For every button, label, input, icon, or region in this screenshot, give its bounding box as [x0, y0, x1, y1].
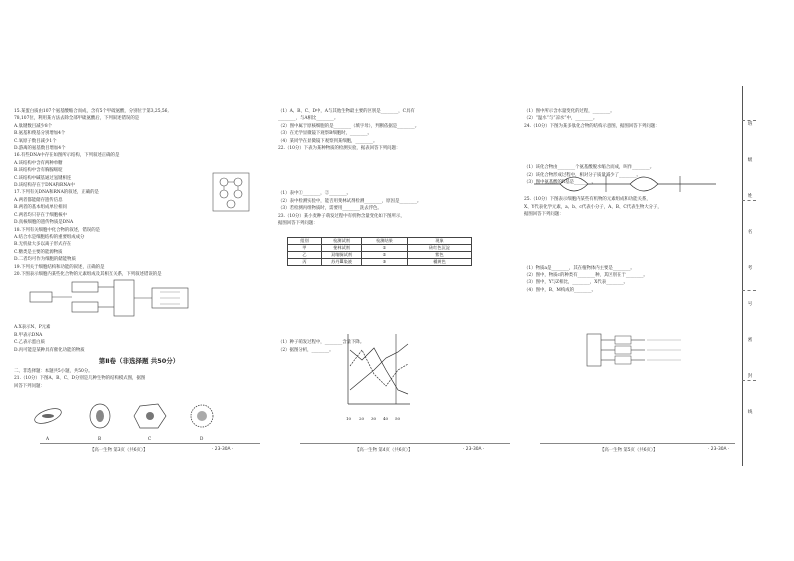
footer-rule-5 — [540, 443, 735, 444]
question-text-line: （1）该化合物由________个氨基酸脱水缩合而成，叫作________。 — [524, 165, 655, 171]
question-text-line: 据图回答下列问题： — [524, 212, 564, 218]
question-text-line: 23.（10分）某小麦种子萌发过程中有机物含量变化如下图所示， — [278, 213, 405, 219]
question-text-line: 17.下列有关DNA和RNA的叙述，正确的是 — [14, 190, 99, 196]
question-text-line: D.游离的氨基数目增加4个 — [14, 146, 66, 152]
question-text-line: B.该结构中含有胸腺嘧啶 — [14, 168, 63, 174]
question-text-line: （2）图中属于原核细胞的是________（填字母），判断依据是________。 — [278, 123, 420, 129]
question-text-line: A.结合水是细胞结构的重要组成成分 — [14, 234, 85, 240]
question-text-line: （2）据图分析，________。 — [278, 347, 334, 353]
question-20-option-line: C.乙表示蛋白质 — [14, 340, 45, 346]
section-title: 第Ⅱ卷（非选择题 共50分） — [98, 356, 180, 365]
question-text-line: （2）该化合物形成过程中，相对分子质量减少了________。 — [524, 172, 641, 178]
footer-rule-4 — [300, 443, 510, 444]
table-cell: ③ — [362, 259, 408, 266]
figure-label-a: A — [46, 436, 50, 441]
question-text-line: 20.下图表示细胞内某些化合物的元素组成及其相互关系，下列叙述错误的是 — [14, 271, 162, 277]
question-text-line: 据图回答下列问题： — [278, 221, 318, 227]
question-text-line: 18.下列有关细胞中化合物的叙述，错误的是 — [14, 227, 101, 233]
question-text-line: B.无机盐大多以离子形式存在 — [14, 242, 72, 248]
question-23-chart — [340, 330, 414, 422]
footer-page-4: 【高一生物 第4页（共6页）】 — [355, 448, 413, 453]
question-text-line: C.氧原子数目减少1个 — [14, 138, 57, 144]
question-16-figure — [212, 172, 250, 212]
question-text-line: 78,107位，利用某方法去除全部甲硫氨酸后，下列叙述错误的是 — [14, 116, 140, 122]
question-text-line: ________，与A相比________。 — [278, 116, 339, 122]
footer-code-3: · 23-30A · — [212, 447, 234, 452]
binding-label: 考 — [747, 266, 753, 271]
question-text-line: 24.（10分）下图为某多肽化合物的结构示意图，据图回答下列问题： — [524, 123, 660, 129]
question-text-line: B.两者的基本组成单位相同 — [14, 205, 67, 211]
question-text-line: C.该结构中碱基通过氢键相连 — [14, 175, 72, 181]
question-text-line: 25.（10分）下图表示细胞内某些有机物的元素组成和功能关系， — [524, 197, 651, 203]
chart-tick-1: 10 — [346, 416, 352, 421]
table-cell: 组别 — [288, 238, 322, 245]
question-text-line: 16.有些DNA中存在如图所示结构，下列叙述正确的是 — [14, 153, 120, 159]
question-text-line: （1）图中所示含水量变化的过程，________。 — [524, 109, 615, 114]
section-2-text-line: 回答下列问题： — [14, 383, 45, 389]
question-text-line: （1）种子萌发过程中，________含量下降。 — [278, 340, 365, 346]
binding-label: 密 — [747, 338, 753, 343]
binding-strip — [742, 86, 756, 466]
footer-page-3: 【高一生物 第3页（共6页）】 — [90, 448, 148, 453]
question-text-line: （1）表中①________，②________。 — [278, 191, 352, 197]
table-cell: 橘黄色 — [408, 259, 472, 266]
binding-label: 姓 — [747, 194, 753, 199]
question-text-line: （2）表中检测实验中，能否用斐林试剂检测________，原因是________。 — [278, 198, 422, 204]
question-text-line: （4）图中，B、M构成的________。 — [524, 287, 596, 293]
binding-dash-3 — [742, 290, 756, 291]
binding-label: 名 — [747, 230, 753, 235]
footer-page-5: 【高一生物 第5页（共6页）】 — [600, 448, 658, 453]
question-20-option-line: A.X表示N、P元素 — [14, 325, 51, 331]
question-text-line: 19.下列关于细胞结构和功能的叙述，正确的是 — [14, 264, 105, 270]
table-cell: 紫色 — [408, 252, 472, 259]
table-cell: 检测试剂 — [322, 238, 362, 245]
column-page-5 — [524, 108, 734, 458]
question-text-line: D.二者均可作为细胞的储能物质 — [14, 257, 76, 263]
chart-tick-5: 50 — [395, 416, 401, 421]
section-2-text-line: 21.（10分）下图A、B、C、D分别是几种生物的结构模式图，据图 — [14, 376, 146, 382]
table-cell: 检测结果 — [362, 238, 408, 245]
question-21-figures — [28, 402, 228, 442]
binding-label: 号 — [747, 302, 753, 307]
table-cell: ① — [362, 245, 408, 252]
question-text-line: （2）“温水”与“凉水”中，________。 — [524, 116, 598, 122]
figure-label-c: C — [148, 436, 152, 441]
footer-code-5: · 23-30A · — [708, 447, 730, 452]
table-cell: 丙 — [288, 259, 322, 266]
chart-tick-3: 30 — [371, 416, 377, 421]
table-cell: ② — [362, 252, 408, 259]
question-24-figure — [530, 168, 720, 198]
section-2-text-line: 二、非选择题：本题共5小题，共50分。 — [14, 368, 93, 374]
question-text-line: （1）物质a是________，其在植物体内主要是________。 — [524, 265, 635, 271]
chart-tick-2: 20 — [359, 416, 365, 421]
table-cell: 双缩脲试剂 — [322, 252, 362, 259]
binding-dash-1 — [742, 120, 756, 121]
question-20-option-line: B.甲表示DNA — [14, 332, 43, 338]
binding-dash-2 — [742, 200, 756, 201]
table-row — [288, 245, 472, 252]
question-text-line: （4）某同学在显微镜下观察到某细胞，________。 — [278, 138, 378, 144]
question-text-line: （3）在光学显微镜下观察B细胞时，________。 — [278, 131, 372, 137]
question-text-line: 22.（10分）下表为某种物质的检测实验，据表回答下列问题： — [278, 146, 401, 152]
question-text-line: D.该结构存在于DNA和RNA中 — [14, 183, 75, 189]
table-cell: 砖红色沉淀 — [408, 245, 472, 252]
table-cell: 乙 — [288, 252, 322, 259]
question-text-line: C.糖类是主要的能源物质 — [14, 249, 63, 255]
table-cell: 斐林试剂 — [322, 245, 362, 252]
question-20-option-line: D.丙可能是某种具有催化功能的物质 — [14, 347, 85, 353]
question-text-line: D.真核细胞的遗传物质是DNA — [14, 220, 74, 226]
binding-label: 封 — [747, 374, 753, 379]
footer-code-4: · 23-30A · — [463, 447, 485, 452]
table-row — [288, 259, 472, 266]
question-text-line: （3）若检测丙组物质时，需要用________洗去浮色。 — [278, 206, 382, 212]
question-text-line: （3）图中氨基酸的R基是________。 — [524, 180, 596, 186]
question-text-line: （3）图中，Y与Z相比，________，X代表________。 — [524, 280, 629, 286]
binding-label: 班 — [747, 122, 753, 127]
question-20-figure — [28, 278, 198, 320]
question-text-line: （2）图中，物质c的种类有________种，其区别在于________。 — [524, 273, 648, 279]
question-22-table — [287, 237, 472, 266]
binding-dash-4 — [742, 380, 756, 381]
chart-tick-4: 40 — [383, 416, 389, 421]
question-text-line: C.两者均只存在于细胞核中 — [14, 212, 67, 218]
figure-label-d: D — [200, 436, 204, 441]
question-text-line: X、Y代表化学元素，a、b、c代表小分子，A、B、C代表生物大分子， — [524, 204, 662, 210]
question-text-line: A.两者都能储存遗传信息 — [14, 197, 63, 203]
table-cell: 现象 — [408, 238, 472, 245]
question-text-line: A.肽键数目减少8个 — [14, 123, 53, 129]
figure-label-b: B — [98, 436, 102, 441]
table-row — [288, 238, 472, 245]
footer-rule-3 — [40, 443, 260, 444]
question-text-line: B.氨基和羧基分别增加4个 — [14, 131, 66, 137]
question-text-line: A.该结构中含有两种单糖 — [14, 160, 63, 166]
question-text-line: （1）A、B、C、D中，A与其他生物最主要的区别是________，C具有 — [278, 109, 415, 114]
binding-label: 线 — [747, 410, 753, 415]
question-25-figure — [585, 330, 685, 370]
question-text-line: 15.某蛋白质由107个氨基酸缩合而成，含有5个甲硫氨酸，分别位于第3,25,56, — [14, 109, 169, 114]
table-cell: 甲 — [288, 245, 322, 252]
table-row — [288, 252, 472, 259]
binding-label: 级 — [747, 158, 753, 163]
table-cell: 苏丹Ⅲ染液 — [322, 259, 362, 266]
